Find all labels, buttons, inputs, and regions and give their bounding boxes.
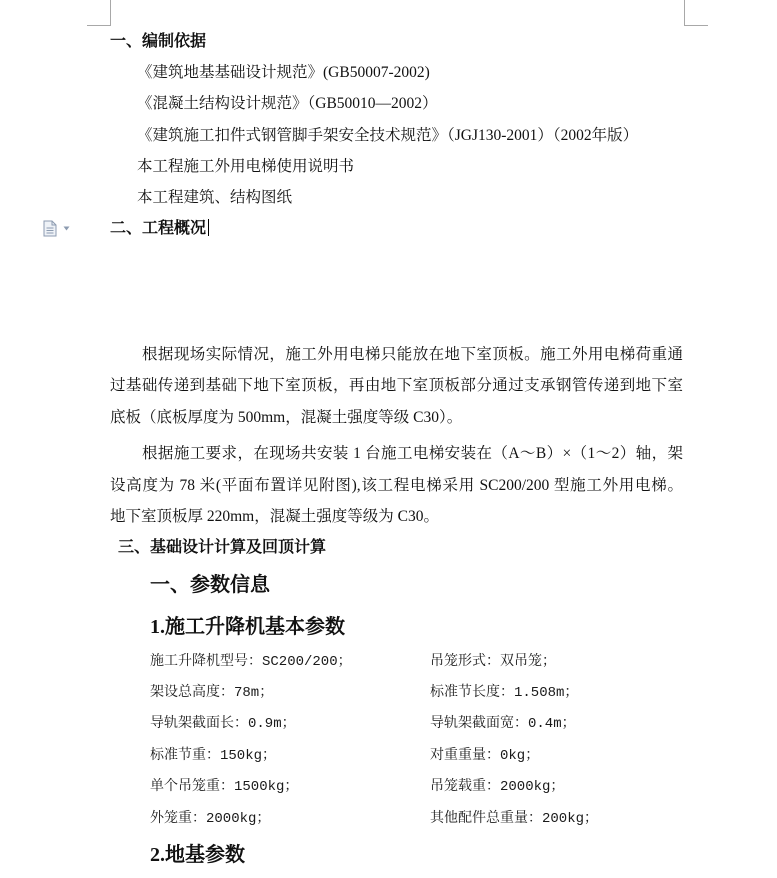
param-right: 其他配件总重量：200kg；: [430, 811, 599, 827]
paragraph-line: 根据施工要求，在现场共安装 1 台施工电梯安装在（A～B）×（1～2）轴，架: [142, 445, 683, 462]
basis-item: 《建筑施工扣件式钢管脚手架安全技术规范》（JGJ130-2001）（2002年版）: [137, 127, 639, 144]
corner-mark-top-right-vertical: [684, 0, 685, 26]
basis-item: 本工程施工外用电梯使用说明书: [137, 158, 355, 175]
basis-item: 本工程建筑、结构图纸: [137, 189, 293, 206]
basis-item: 《建筑地基基础设计规范》(GB50007-2002): [137, 64, 430, 81]
param-right: 对重重量：0kg；: [430, 748, 540, 764]
document-icon[interactable]: [43, 220, 57, 237]
param-left: 导轨架截面长：0.9m；: [150, 716, 296, 732]
section-heading-basis: 一、编制依据: [110, 33, 207, 50]
section-heading-overview-text: 二、工程概况: [110, 220, 207, 237]
section-heading-calculation: 三、基础设计计算及回顶计算: [118, 539, 327, 556]
corner-mark-top-left-vertical: [110, 0, 111, 26]
param-right: 导轨架截面宽：0.4m；: [430, 716, 576, 732]
param-right: 吊笼载重：2000kg；: [430, 779, 565, 795]
corner-mark-top-left-horizontal: [87, 25, 111, 26]
section-heading-overview: [110, 219, 209, 239]
basis-item: 《混凝土结构设计规范》（GB50010—2002）: [137, 95, 438, 112]
param-left: 单个吊笼重：1500kg；: [150, 779, 299, 795]
paragraph-line: 根据现场实际情况，施工外用电梯只能放在地下室顶板。施工外用电梯荷重通: [142, 346, 683, 363]
param-left: 外笼重：2000kg；: [150, 811, 271, 827]
paragraph-line: 过基础传递到基础下地下室顶板，再由地下室顶板部分通过支承钢管传递到地下室: [110, 377, 683, 394]
param-right: 吊笼形式：双吊笼；: [430, 654, 556, 670]
param-left: 施工升降机型号：SC200/200；: [150, 654, 352, 670]
subsection-title-elevator-params: 1.施工升降机基本参数: [150, 616, 345, 638]
paragraph-line: 底板（底板厚度为 500mm，混凝土强度等级 C30）。: [110, 409, 463, 426]
caret-down-icon[interactable]: [63, 226, 70, 231]
param-left: 标准节重：150kg；: [150, 748, 277, 764]
text-cursor: [208, 219, 209, 236]
subsection-title-foundation-params: 2.地基参数: [150, 844, 245, 866]
param-left: 架设总高度：78m；: [150, 685, 274, 701]
section-title-parameters: 一、参数信息: [150, 574, 270, 596]
param-right: 标准节长度：1.508m；: [430, 685, 579, 701]
paragraph-line: 设高度为 78 米(平面布置详见附图),该工程电梯采用 SC200/200 型施工外用电梯。: [110, 477, 683, 494]
paragraph-line: 地下室顶板厚 220mm，混凝土强度等级为 C30。: [110, 508, 439, 525]
corner-mark-top-right-horizontal: [684, 25, 708, 26]
